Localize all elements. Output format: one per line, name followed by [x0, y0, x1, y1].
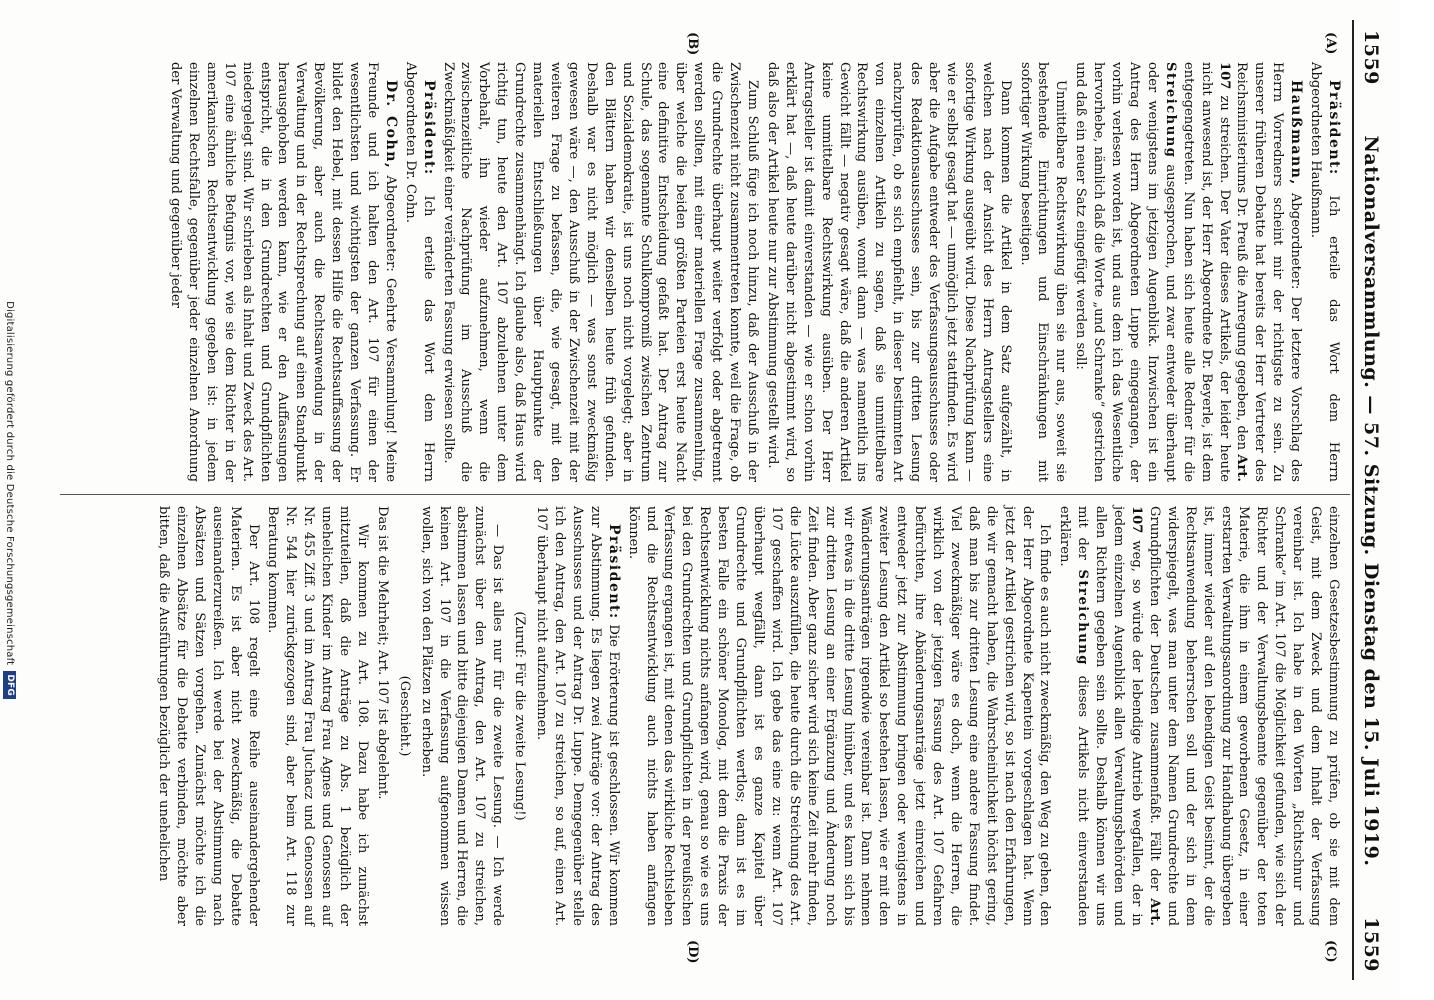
column-divider [60, 494, 1350, 495]
page-header [1356, 30, 1386, 972]
paragraph: Haußmann, Abgeordneter: Der letztere Vorschlag des Herrn Vorredners scheint mir der richtigste zu sein. Zu unserer früheren Debatte hat bereits der Herr Vertreter des Reichsministeriums Dr. Preuß die Anregung gegeben, den Art. 107 zu streichen. Der Vater dieses Artikels, der leider heute nicht anwesend ist, der Herr Abgeordnete Dr. Beyerle, ist dem entgegengetreten. Nun haben sich heute alle Redner für die Streichung ausgesprochen, und zwar entweder überhaupt oder wenigstens im jetzigen Augenblick. Inzwischen ist ein Antrag des Herrn Abgeordneten Luppe eingegangen, der vorhin verlesen worden ist, und aus dem ich das Wesentliche hervorhebe, nämlich daß die Worte „und Schranke“ gestrichen und daß ein neuer Satz eingefügt werden soll: [1073, 62, 1305, 482]
page-number-left: 1559 [1360, 30, 1382, 85]
article-reference: Art. 107 [1129, 506, 1162, 926]
quoted-paragraph: Unmittelbare Rechtswirkung üben sie nur aus, soweit sie bestehende Einrichtungen und Einschränkungen mit sofortiger Wirkung beseitigen. [1017, 62, 1069, 482]
paragraph: einzelnen Gesetzesbestimmung zu prüfen, ob sie mit dem Geist, mit dem Zweck und dem Inhalt der Verfassung vereinbar ist. Ich habe in den Worten „Richtschnur und Schranke“ im Art. 107 die Möglichkeit gefunden, wie sich der Richter und der Verwaltungsbeamte gegenüber der toten Materie, die ihm in einem geworbenen Gesetz, in einer erstarrten Verwaltungsanordnung zur Handhabung übergeben ist, immer wieder auf den lebendigen Geist besinnt, der die Rechtsanwendung beherrschen soll und der sich in dem widerspiegelt, was man unter dem Namen Grundrechte und Grundpflichten der Deutschen zusammenfaßt. Fällt der Art. 107 weg, so würde der lebendige Antrieb wegfallen, der in jedem einzelnen Augenblick allen Verwaltungsbehörden und allen Richtern gegeben sein sollte. Deshalb können wir uns mit der Streichung dieses Artikels nicht einverstanden erklären. [1057, 506, 1341, 926]
header-title: Nationalversammlung. — 57. Sitzung. Dienstag den 15. Juli 1919. [1360, 135, 1382, 867]
dfg-logo: DFG [4, 671, 17, 699]
paragraph: Der Art. 108 regelt eine Reihe auseinandergehender Materien. Es ist aber nicht zweckmäßig, die Debatte auseinanderzureißen. Ich werde bei der Abstimmung nach Absätzen und Sätzen vorgehen. Zunächst möchte ich die einzelnen Absätze für die Debatte verbinden, möchte aber bitten, daß die Ausführungen bezüglich der unehelichen [156, 506, 261, 926]
margin-mark-c: (C) [1323, 940, 1338, 963]
paragraph: Dr. Cohn, Abgeordneter: Geehrte Versammlung! Meine Freunde und ich halten den Art. 107 für einen der wesentlichsten und wichtigsten der ganzen Verfassung. Er bildet den Hebel, mit dessen Hilfe die Rechtsauffassung der Bevölkerung, aber auch die Rechtsanwendung in der Verwaltung und in der Rechtsprechung auf einen Standpunkt herausgehoben werden kann, wie er den Auffassungen entspricht, die in den Grundrechten und Grundpflichten niedergelegt sind. Wir schrieben als Inhalt und Zweck des Art. 107 eine ähnliche Befugnis vor, wie sie dem Richter in der amerikanischen Rechtsentwicklung gegeben ist: in jedem einzelnen Rechtsfalle, gegenüber jeder einzelnen Anordnung der Verwaltung und gegenüber jeder [168, 62, 399, 482]
paragraph: Wir kommen zu Art. 108. Dazu habe ich zunächst mitzuteilen, daß die Anträge zu Abs. 1 bezüglich der unehelichen Kinder im Antrag Frau Agnes und Genossen auf Nr. 455 Ziff. 3 und im Antrag Frau Juchacz und Genossen auf Nr. 544 hier zurückgezogen sind, aber beim Art. 118 zur Beratung kommen. [265, 506, 370, 926]
paragraph: Zum Schluß füge ich noch hinzu, daß der Ausschuß in der Zwischenzeit nicht zusammentreten konnte, weil die Frage, ob die Grundrechte überhaupt weiter verfolgt oder abgetrennt werden sollten, mit einer materiellen Frage zusammenhing, über welche die beiden größten Parteien erst heute Nacht eine definitive Entscheidung gefaßt hat. Der Antrag zur Schule, das sogenannte Schulkompromiß zwischen Zentrum und Sozialdemokratie, ist uns noch nicht vorgelegt; aber in den Blättern haben wir denselben heute früh gefunden. Deshalb war es nicht möglich — was sonst zweckmäßig gewesen wäre —, den Ausschuß in der Zwischenzeit mit der weiteren Frage zu befassen, die, wie gesagt, mit den materiellen Entschließungen über Hauptpunkte der Grundrechte zusammenhängt. Ich glaube also, daß Haus wird richtig tun, heute den Art. 107 abzulehnen unter dem Vorbehalt, ihn wieder aufzunehmen, wenn die zwischenzeitliche Nachprüfung im Ausschuß die Zweckmäßigkeit einer veränderten Fassung erwiesen sollte. [440, 62, 760, 482]
paragraph: Präsident: Ich erteile das Wort dem Herrn Abgeordneten Haußmann. [1308, 62, 1342, 482]
left-column [164, 62, 1342, 482]
footer-text: Digitalisierung gefördert durch die Deutsche Forschungsgemeinschaft [4, 301, 15, 666]
page-number-right: 1559 [1360, 917, 1382, 972]
paragraph: — Das ist alles nur für die zweite Lesung. — Ich werde zunächst über den Antrag, den Art. 107 zu streichen, abstimmen lassen und bitte diejenigen Damen und Herren, die keinen Art. 107 in die Verfassung aufgenommen wissen wollen, sich von den Plätzen zu erheben. [418, 506, 506, 926]
margin-mark-d: (D) [685, 940, 700, 964]
paragraph: Ich finde es auch nicht zweckmäßig, den Weg zu gehen, den der Herr Abgeordnete Kapentein vorgeschlagen hat. Wenn jetzt der Artikel gestrichen wird, so ist nach den Erfahrungen, die wir gemacht haben, die Wahrscheinlichkeit höchst gering, daß man bis zur dritten Lesung eine andere Fassung findet. Viel zweckmäßiger wäre es doch, wenn die Herren, die wirklich von der jetzigen Fassung des Art. 107 Gefahren befürchten, ihre Abänderungsanträge jetzt einreichen und entweder jetzt zur Abstimmung bringen oder wenigstens in zweiter Lesung den Artikel so bestehen lassen, wie er mit den Wänderungsanträgen irgendwie vereinbar ist. Dann nehmen wir etwas in die dritte Lesung hinüber, und es kann sich bis zur dritten Lesung an einer Ergänzung und Änderung noch Zeit finden. Aber ganz sicher wird sich keine Zeit mehr finden, die Lücke auszufüllen, die heute durch die Streichung des Art. 107 geschaffen wird. Ich gebe das eine zu: wenn Art. 107 überhaupt wegfällt, dann ist es ganze Kapitel über Grundrechte und Grundpflichten wertlos; dann ist es im besten Falle ein schöner Monolog, mit dem die Praxis der Rechtsentwicklung nichts anfangen wird, genau so wie es uns bei den Grundrechten und Grundpflichten in der preußischen Verfassung ergangen ist, mit denen das wirkliche Rechtsleben und die Rechtsentwicklung auch nichts haben anfangen können. [625, 506, 1053, 926]
interjection: (Geschieht.) [396, 675, 412, 757]
margin-mark-a: (A) [1323, 32, 1338, 55]
article-reference: Art. 107 [1216, 62, 1250, 482]
speaker-name: Präsident: [605, 524, 622, 620]
paragraph: Präsident: Ich erteile das Wort dem Herrn Abgeordneten Dr. Cohn. [402, 62, 437, 482]
speaker-name: Präsident: [420, 80, 437, 176]
right-column [152, 506, 1342, 926]
emphasis: Streichung [1162, 62, 1178, 159]
header-rule [1352, 20, 1354, 980]
speaker-name: Dr. Cohn, [382, 80, 399, 170]
speaker-name: Präsident: [1326, 80, 1342, 176]
paragraph: Dann kommen die Artikel in dem Satz aufgezählt, in welchen nach der Ansicht des Herrn Antragstellers eine sofortige Wirkung ausgeübt wird. Diese Nachprüfung kann — wie er selbst gesagt hat — unmöglich jetzt stattfinden. Es wird aber die Aufgabe entweder des Verfassungsausschusses oder des Redaktionsausschusses sein, bis zur dritten Lesung nachzuprüfen, ob es sich empfiehlt, in dieser bestimmten Art von einzelnen Artikeln zu sagen, daß sie unmittelbare Rechtswirkung ausüben, womit dann — was namentlich ins Gewicht fällt — negativ gesagt wäre, daß die anderen Artikel keine unmittelbare Rechtswirkung ausüben. Der Herr Antragsteller ist damit einverstanden — wie er schon vorhin erklärt hat —, daß heute darüber nicht abgestimmt wird, so daß also der Artikel heute nur zur Abstimmung gestellt wird. [764, 62, 1013, 482]
interjection: (Zuruf: Für die zweite Lesung!) [512, 611, 528, 821]
emphasis: Streichung [1075, 569, 1091, 666]
speaker-name: Haußmann, [1288, 80, 1305, 186]
margin-mark-b: (B) [685, 32, 700, 56]
paragraph: Präsident: Die Erörterung ist geschlossen. Wir kommen zur Abstimmung. Es liegen zwei Anträge vor: der Antrag des Ausschusses und der Antrag Dr. Luppe. Demgegenüber stelle ich den Antrag, den Art. 107 zu streichen, so auf, einen Art. 107 überhaupt nicht aufzunehmen. [534, 506, 622, 926]
digitization-footer [0, 0, 18, 1000]
paragraph: Das ist die Mehrheit; Art. 107 ist abgelehnt. [374, 506, 390, 800]
